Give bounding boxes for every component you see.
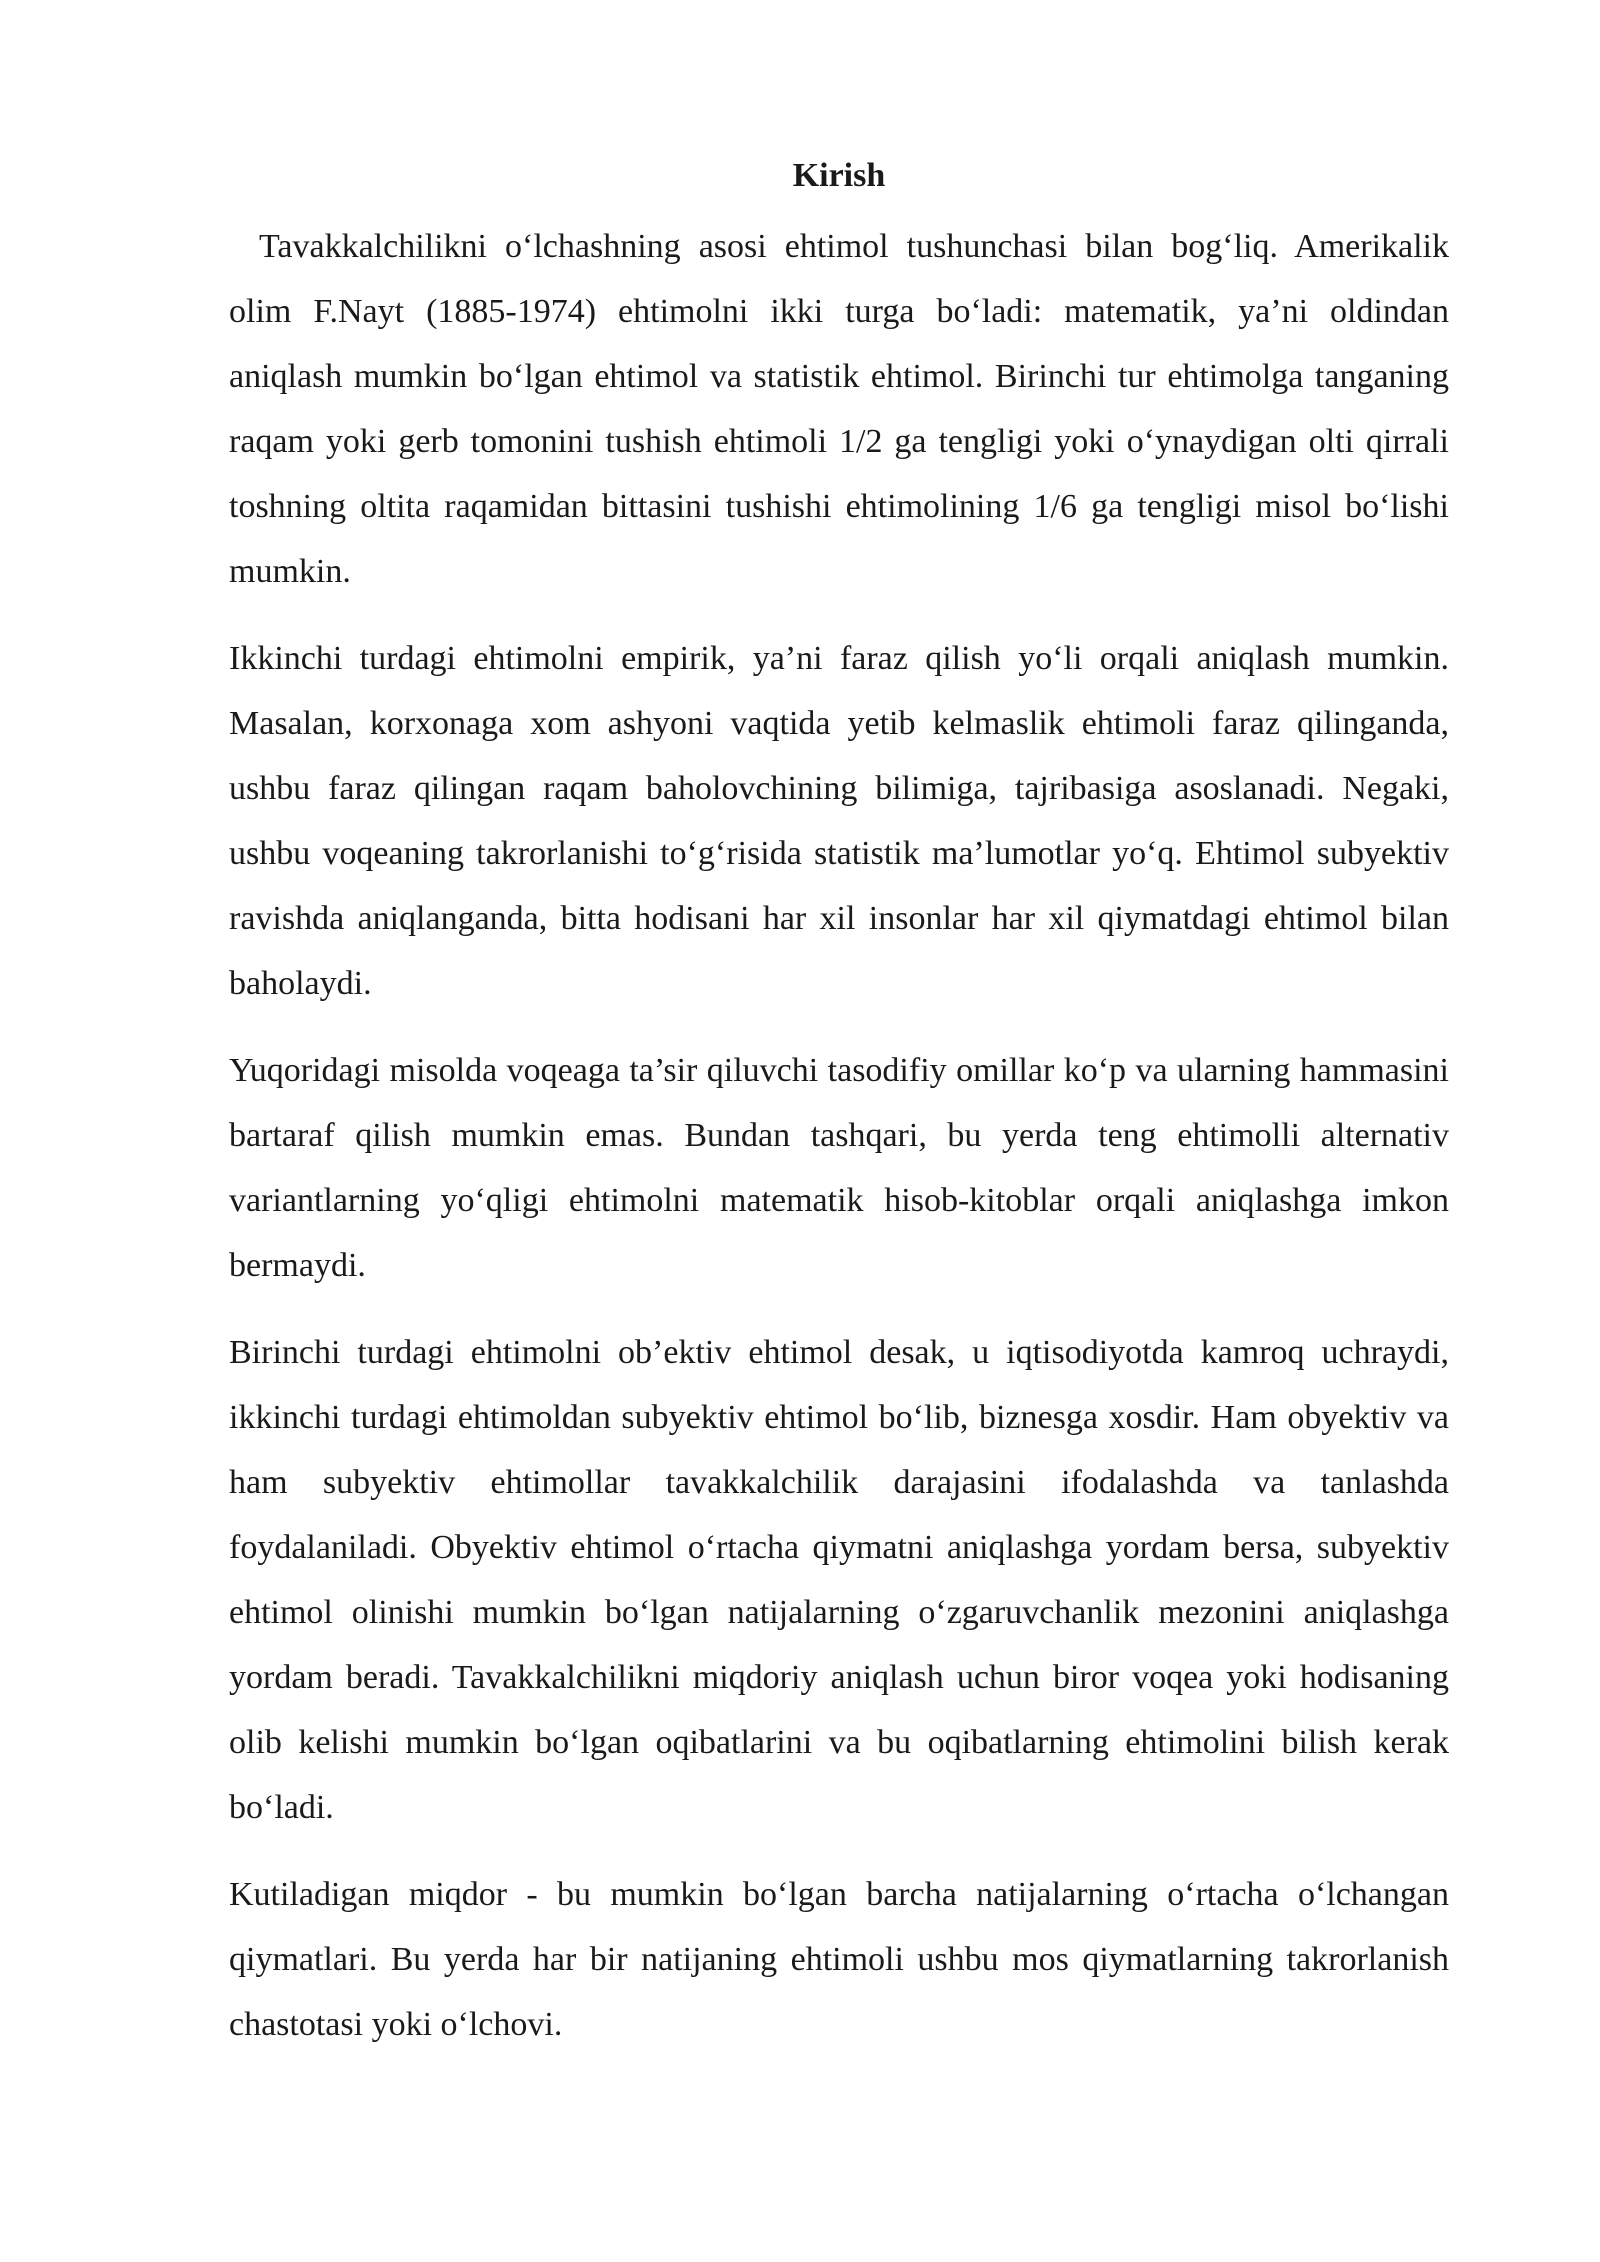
paragraph-5: Kutiladigan miqdor - bu mumkin bo‘lgan barcha natijalarning o‘rtacha o‘lchangan qiymatlari. Bu yerda har bir natijaning ehtimoli ushbu mos qiymatlarning takrorlanish chastotasi yoki o‘lchovi. [229, 1876, 1449, 2043]
document-title: Kirish [792, 157, 886, 194]
paragraph-1: Tavakkalchilikni o‘lchashning asosi ehtimol tushunchasi bilan bog‘liq. Amerikalik olim F.Nayt (1885-1974) ehtimolni ikki turga bo‘ladi: matematik, ya’ni oldindan aniqlash mumkin bo‘lgan ehtimol va statistik ehtimol. Birinchi tur ehtimolga tanganing raqam yoki gerb tomonini tushish ehtimoli 1/2 ga tengligi yoki o‘ynaydigan olti qirrali toshning oltita raqamidan bittasini tushishi ehtimolining 1/6 ga tengligi misol bo‘lishi mumkin. [229, 228, 1449, 590]
paragraph-3: Yuqoridagi misolda voqeaga ta’sir qiluvchi tasodifiy omillar ko‘p va ularning hammasini bartaraf qilish mumkin emas. Bundan tashqari, bu yerda teng ehtimolli alternativ variantlarning yo‘qligi ehtimolni matematik hisob-kitoblar orqali aniqlashga imkon bermaydi. [229, 1052, 1449, 1284]
document-page [229, 148, 1449, 2079]
paragraph-2: Ikkinchi turdagi ehtimolni empirik, ya’ni faraz qilish yo‘li orqali aniqlash mumkin. Masalan, korxonaga xom ashyoni vaqtida yetib kelmaslik ehtimoli faraz qilinganda, ushbu faraz qilingan raqam baholovchining bilimiga, tajribasiga asoslanadi. Negaki, ushbu voqeaning takrorlanishi to‘g‘risida statistik ma’lumotlar yo‘q. Ehtimol subyektiv ravishda aniqlanganda, bitta hodisani har xil insonlar har xil qiymatdagi ehtimol bilan baholaydi. [229, 640, 1449, 1002]
paragraph-4: Birinchi turdagi ehtimolni ob’ektiv ehtimol desak, u iqtisodiyotda kamroq uchraydi, ikkinchi turdagi ehtimoldan subyektiv ehtimol bo‘lib, biznesga xosdir. Ham obyektiv va ham subyektiv ehtimollar tavakkalchilik darajasini ifodalashda va tanlashda foydalaniladi. Obyektiv ehtimol o‘rtacha qiymatni aniqlashga yordam bersa, subyektiv ehtimol olinishi mumkin bo‘lgan natijalarning o‘zgaruvchanlik mezonini aniqlashga yordam beradi. Tavakkalchilikni miqdoriy aniqlash uchun biror voqea yoki hodisaning olib kelishi mumkin bo‘lgan oqibatlarini va bu oqibatlarning ehtimolini bilish kerak bo‘ladi. [229, 1334, 1449, 1826]
